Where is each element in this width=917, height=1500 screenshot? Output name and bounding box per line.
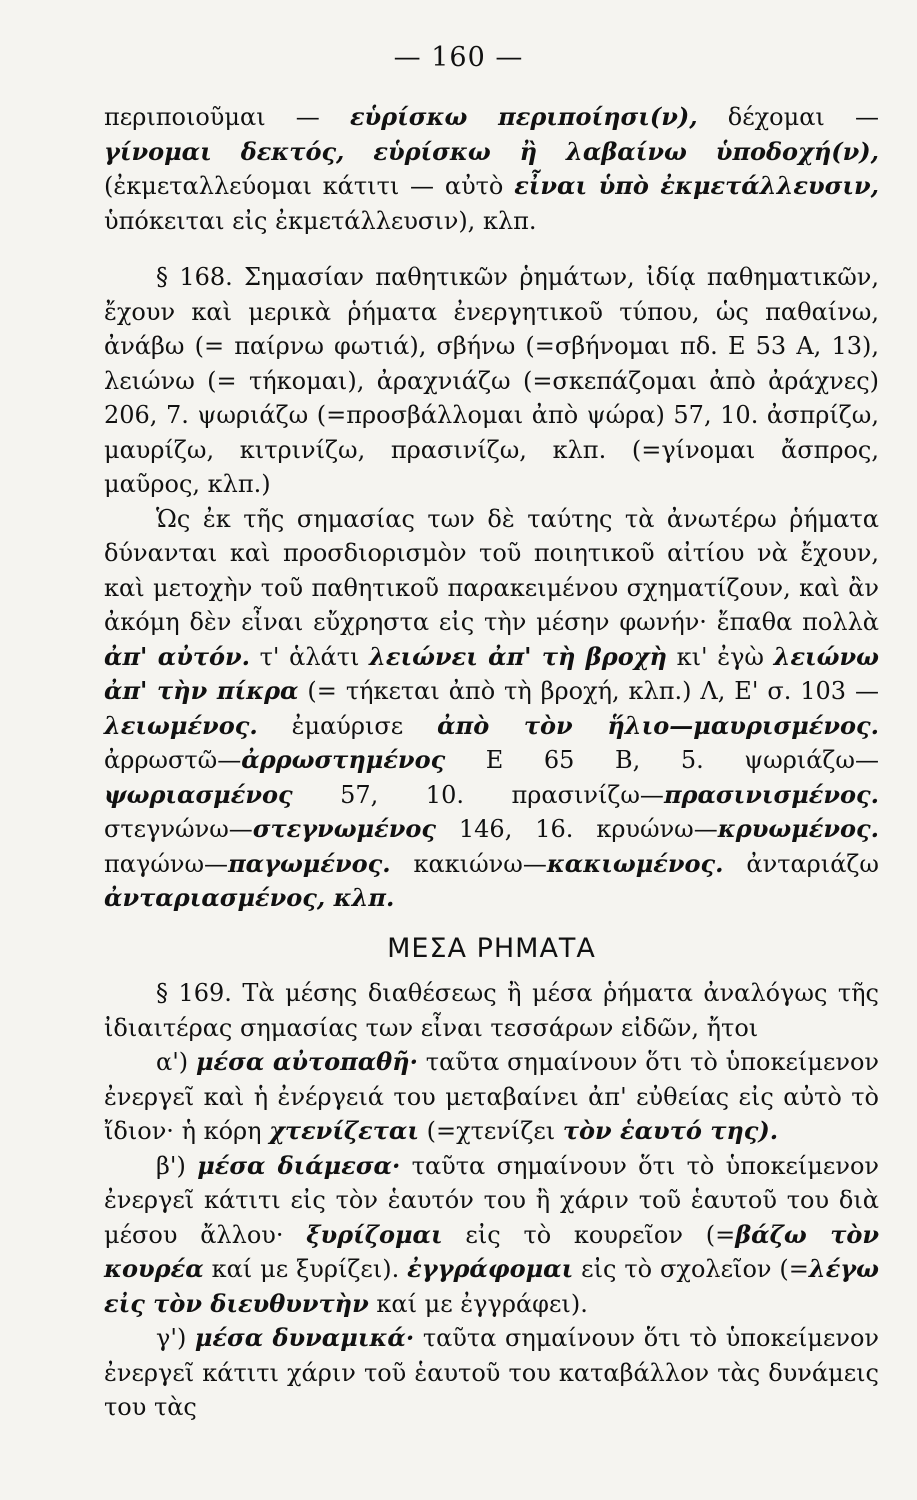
text-run: ἀνταριάζω <box>723 849 879 878</box>
text-run: ταῦτα σημαίνουν ὅτι τὸ ὑποκείμενον ἐνεργεῖ κάτιτι χάριν τοῦ ἑαυτοῦ του καταβάλλον τὰς δυνάμεις του τὰς <box>104 1324 880 1421</box>
text-run: εἰς τὸ σχολεῖον (= <box>573 1255 809 1283</box>
emphasis-text: στεγνωμένος <box>252 814 436 843</box>
list-item-b <box>104 1149 879 1322</box>
emphasis-text: μέσα αὐτοπαθῆ· <box>195 1047 418 1076</box>
text-run: α') <box>156 1048 196 1076</box>
emphasis-text: βάζω τὸν κουρέα <box>104 1219 879 1283</box>
text-run: περιποιοῦμαι — <box>104 103 350 131</box>
text-run: ταῦτα σημαίνουν ὅτι τὸ ὑποκείμενον ἐνεργεῖ καὶ ἡ ἐνέργειά του μεταβαίνει ἀπ' εὐθείας εἰς αὐτὸ τὸ ἴδιον· ἡ κόρη <box>104 1048 879 1145</box>
text-run: δέχομαι — <box>697 103 879 131</box>
emphasis-text: μέσα διάμεσα· <box>197 1150 401 1180</box>
emphasis-text: παγωμένος. <box>228 848 391 878</box>
paragraph <box>104 100 879 238</box>
list-item-c <box>104 1321 879 1425</box>
emphasis-text: γίνομαι δεκτός, εὑρίσκω ἢ λαβαίνω ὑποδοχή(ν), <box>104 136 879 166</box>
emphasis-text: ἀπὸ τὸν ἥλιο—μαυρισμένος. <box>437 710 879 740</box>
paragraph-168 <box>104 260 879 502</box>
emphasis-text: λειώνει ἀπ' τὴ βροχὴ <box>369 641 667 671</box>
emphasis-text: ἀρρωστημένος <box>241 745 446 774</box>
emphasis-text: ψωριασμένος <box>104 779 293 809</box>
section-heading: ΜΕΣΑ ΡΗΜΑΤΑ <box>387 932 596 964</box>
emphasis-text: μέσα δυναμικά· <box>194 1323 415 1352</box>
emphasis-text: ἀπ' αὐτόν. <box>104 641 251 671</box>
text-run: ἐμαύρισε <box>257 711 438 740</box>
emphasis-text: εἶναι ὑπὸ ἐκμετάλλευσιν, <box>514 171 879 200</box>
text-run: κι' ἐγὼ <box>666 642 774 671</box>
paragraph-169 <box>104 976 879 1045</box>
emphasis-text: λειωμένος. <box>104 710 258 740</box>
text-run: ἀρρωστῶ— <box>104 746 242 774</box>
text-run: Ὡς ἐκ τῆς σημασίας των δὲ ταύτης τὰ ἀνωτέρω ῥήματα δύνανται καὶ προσδιορισμὸν τοῦ ποιητικοῦ αἰτίου νὰ ἔχουν, καὶ μετοχὴν τοῦ παθητικοῦ παρακειμένου σχηματίζουν, καὶ ἂν ἀκόμη δὲν εἶναι εὔχρηστα εἰς τὴν μέσην φωνήν· ἔπαθα πολλὰ <box>104 504 879 636</box>
text-run: κακιώνω— <box>390 849 547 878</box>
text-run: καί με ξυρίζει). <box>203 1255 408 1283</box>
emphasis-text: τὸν ἑαυτό της). <box>562 1116 779 1145</box>
text-run: ταῦτα σημαίνουν ὅτι τὸ ὑποκείμενον ἐνεργεῖ κάτιτι εἰς τὸν ἑαυτόν του ἢ χάριν τοῦ ἑαυτοῦ του διὰ μέσου ἄλλου· <box>104 1151 879 1249</box>
emphasis-text: λειώνω ἀπ' τὴν πίκρα <box>104 641 879 705</box>
text-run: 57, 10. πρασινίζω— <box>292 780 664 809</box>
emphasis-text: κρυωμένος. <box>717 814 879 843</box>
text-run: καί με ἐγγράφει). <box>368 1289 588 1318</box>
text-run: εἰς τὸ κουρεῖον (= <box>442 1220 736 1249</box>
text-run: § 168. Σημασίαν παθητικῶν ῥημάτων, ἰδίᾳ παθηματικῶν, ἔχουν καὶ μερικὰ ῥήματα ἐνεργητικοῦ τύπου, ὡς παθαίνω, ἀνάβω (= παίρνω φωτιά), σβήνω (=σβήνομαι πδ. Ε 53 Α, 13), λειώνω (= τήκομαι), ἀραχνιάζω (=σκεπάζομαι ἀπὸ ἀράχνες) 206, 7. ψωριάζω (=προσβάλλομαι ἀπὸ ψώρα) 57, 10. ἀσπρίζω, μαυρίζω, κιτρινίζω, πρασινίζω, κλπ. (=γίνομαι ἄσπρος, μαῦρος, κλπ.) <box>104 263 879 498</box>
list-item-a <box>104 1045 879 1149</box>
emphasis-text: λέγω εἰς τὸν διευθυντὴν <box>104 1254 879 1318</box>
text-run: γ') <box>156 1324 195 1352</box>
page-number: — 160 — <box>393 42 524 73</box>
text-run: (ἐκμεταλλεύομαι κάτιτι — αὐτὸ <box>104 172 515 200</box>
paragraph <box>104 502 879 916</box>
page-body <box>104 100 879 1425</box>
text-run: στεγνώνω— <box>104 815 253 843</box>
text-run: 146, 16. κρυώνω— <box>435 815 718 843</box>
text-run: § 169. Τὰ μέσης διαθέσεως ἢ μέσα ῥήματα ἀναλόγως τῆς ἰδιαιτέρας σημασίας των εἶναι τεσσάρων εἰδῶν, ἤτοι <box>104 979 879 1042</box>
emphasis-text: ξυρίζομαι <box>306 1219 443 1249</box>
emphasis-text: ἀνταριασμένος, κλπ. <box>104 883 395 912</box>
text-run: (=χτενίζει <box>418 1117 563 1145</box>
emphasis-text: εὑρίσκω περιποίησι(ν), <box>349 102 698 131</box>
text-run: Ε 65 Β, 5. ψωριάζω— <box>445 746 879 774</box>
emphasis-text: χτενίζεται <box>269 1116 419 1145</box>
text-run: ὑπόκειται εἰς ἐκμετάλλευσιν), κλπ. <box>104 206 537 235</box>
text-run: β') <box>156 1151 198 1180</box>
text-run: (= τήκεται ἀπὸ τὴ βροχή, κλπ.) Λ, Ε' σ. 103 — <box>298 677 879 705</box>
emphasis-text: πρασινισμένος. <box>663 779 879 809</box>
emphasis-text: κακιωμένος. <box>546 848 724 878</box>
text-run: τ' ἁλάτι <box>250 642 370 671</box>
emphasis-text: ἐγγράφομαι <box>407 1254 574 1283</box>
text-run: παγώνω— <box>104 849 229 878</box>
